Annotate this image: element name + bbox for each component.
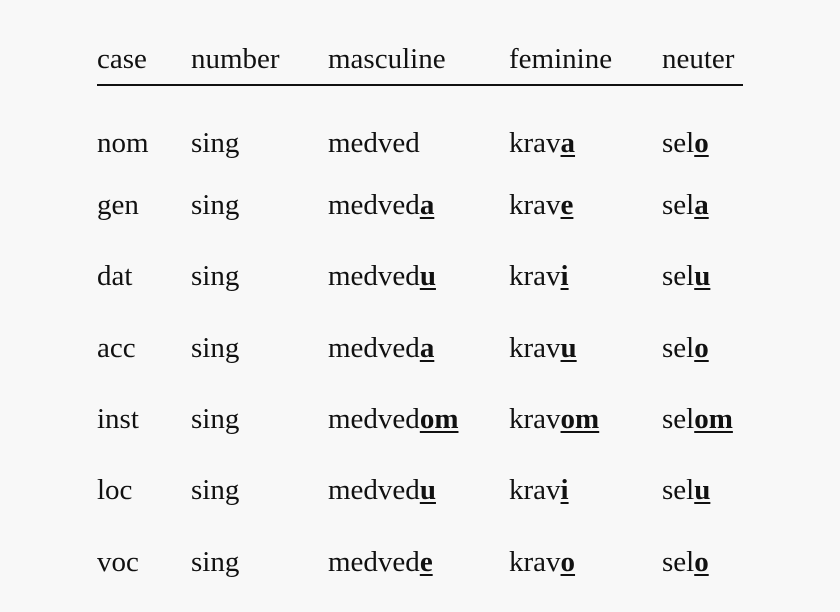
neuter-stem: sel [662, 189, 695, 222]
number-cell: sing [191, 189, 240, 222]
masculine-stem: medved [328, 260, 420, 293]
case-cell: voc [97, 545, 139, 578]
neuter-stem: sel [662, 403, 695, 436]
neuter-ending: u [694, 474, 711, 507]
feminine-stem: krav [509, 189, 561, 222]
header-masculine: masculine [328, 42, 446, 75]
number-cell: sing [191, 403, 240, 436]
case-cell: loc [97, 474, 133, 507]
table-body [97, 86, 743, 598]
neuter-stem: sel [662, 331, 695, 364]
neuter-stem: sel [662, 260, 695, 293]
feminine-stem: krav [509, 127, 561, 159]
masculine-stem: medved [328, 127, 420, 159]
neuter-stem: sel [662, 474, 695, 507]
feminine-ending: i [560, 474, 569, 507]
masculine-stem: medved [328, 403, 420, 436]
masculine-cell [328, 476, 509, 505]
masculine-stem: medved [328, 331, 420, 364]
number-cell: sing [191, 260, 240, 293]
masculine-ending: om [419, 403, 459, 436]
table-row [97, 170, 743, 241]
feminine-stem: krav [509, 260, 561, 293]
table-row [97, 455, 743, 526]
neuter-cell [662, 262, 743, 291]
masculine-cell [328, 129, 509, 158]
masculine-ending: a [419, 331, 435, 364]
masculine-cell [328, 545, 509, 578]
masculine-stem: medved [328, 474, 420, 507]
feminine-cell [509, 129, 662, 158]
neuter-stem: sel [662, 545, 695, 578]
neuter-cell [662, 129, 743, 158]
feminine-ending: e [560, 189, 574, 222]
neuter-cell [662, 331, 743, 364]
masculine-cell [328, 405, 509, 434]
feminine-cell [509, 476, 662, 505]
masculine-cell [328, 262, 509, 291]
feminine-cell [509, 405, 662, 434]
declension-table [97, 30, 743, 598]
feminine-stem: krav [509, 545, 561, 578]
feminine-cell [509, 262, 662, 291]
header-neuter: neuter [662, 42, 735, 75]
table-row [97, 526, 743, 597]
neuter-cell [662, 191, 743, 220]
case-cell: inst [97, 403, 139, 436]
feminine-stem: krav [509, 331, 561, 364]
neuter-ending: a [694, 189, 709, 222]
feminine-ending: o [560, 545, 576, 578]
table-row [97, 241, 743, 312]
masculine-stem: medved [328, 545, 420, 578]
feminine-ending: u [560, 331, 577, 364]
feminine-cell [509, 331, 662, 364]
feminine-ending: om [560, 403, 600, 436]
table-row [97, 86, 743, 170]
feminine-stem: krav [509, 474, 561, 507]
masculine-cell [328, 331, 509, 364]
neuter-ending: u [694, 260, 711, 293]
case-cell: dat [97, 260, 133, 293]
table-row [97, 313, 743, 384]
header-number: number [191, 42, 280, 75]
masculine-ending: e [419, 545, 433, 578]
case-cell: nom [97, 127, 149, 159]
neuter-ending: om [694, 403, 733, 436]
table-row [97, 384, 743, 455]
number-cell: sing [191, 474, 240, 507]
neuter-cell [662, 405, 743, 434]
feminine-cell [509, 545, 662, 578]
feminine-cell [509, 191, 662, 220]
header-case: case [97, 42, 147, 75]
number-cell: sing [191, 331, 240, 364]
masculine-stem: medved [328, 189, 420, 222]
neuter-cell [662, 545, 743, 578]
masculine-ending: u [419, 474, 436, 507]
number-cell: sing [191, 545, 240, 578]
neuter-ending: o [694, 331, 709, 364]
neuter-ending: o [694, 127, 709, 159]
masculine-cell [328, 191, 509, 220]
masculine-ending: u [419, 260, 436, 293]
case-cell: gen [97, 189, 139, 222]
feminine-stem: krav [509, 403, 561, 436]
masculine-ending: a [419, 189, 435, 222]
number-cell: sing [191, 127, 240, 159]
header-feminine: feminine [509, 42, 613, 75]
feminine-ending: a [560, 127, 576, 159]
case-cell: acc [97, 331, 136, 364]
header-row [97, 30, 743, 86]
feminine-ending: i [560, 260, 569, 293]
neuter-cell [662, 476, 743, 505]
neuter-ending: o [694, 545, 709, 578]
neuter-stem: sel [662, 127, 695, 159]
